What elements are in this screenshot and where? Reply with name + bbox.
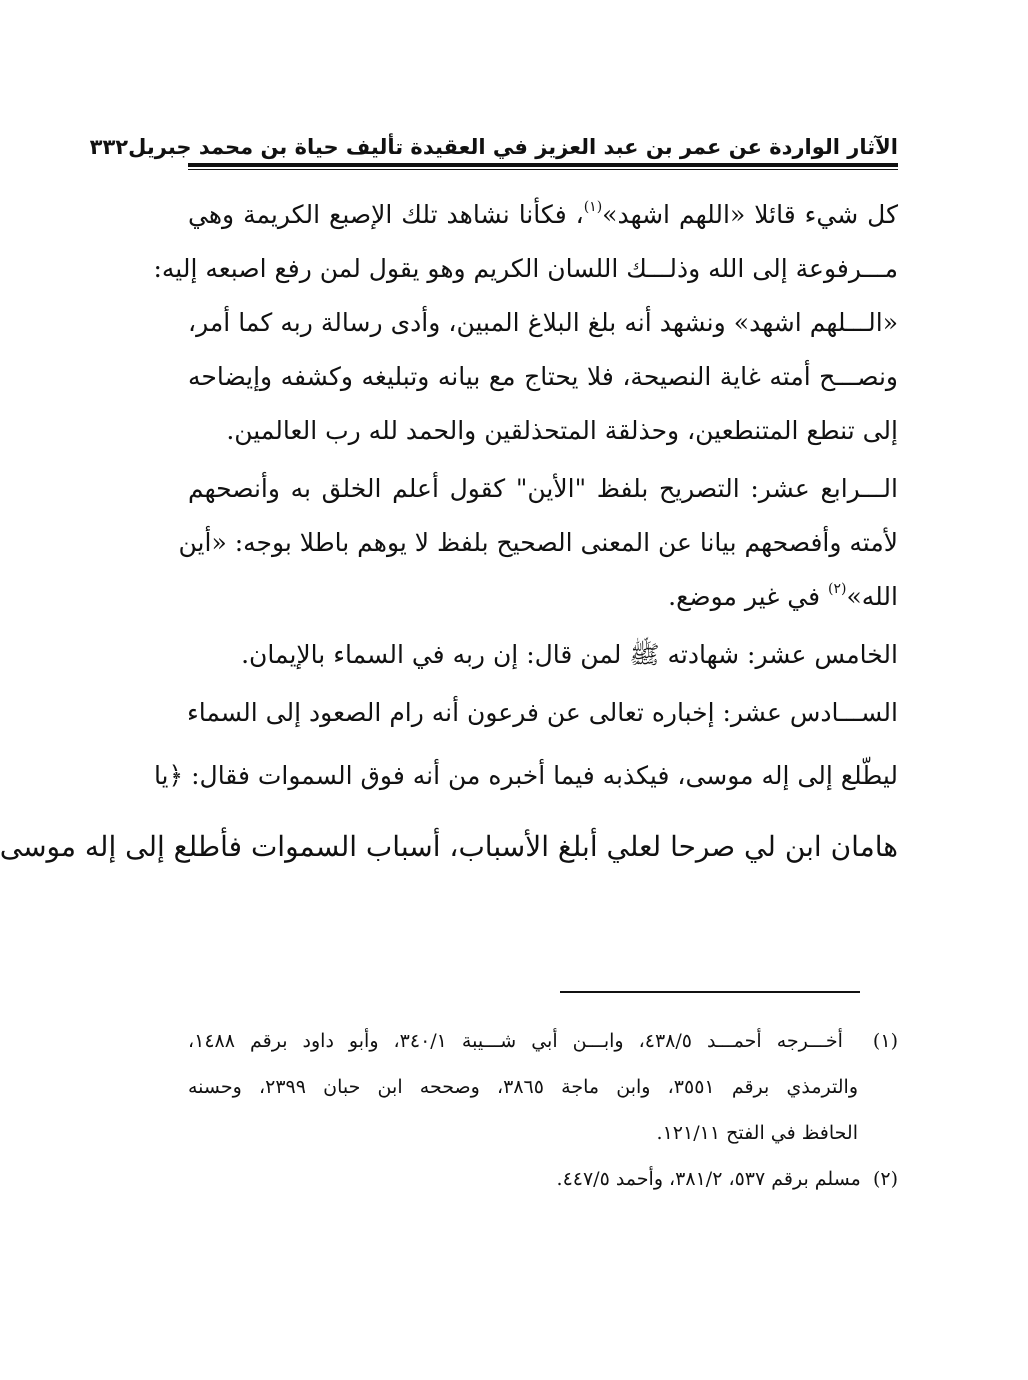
text-line: لأمته وأفصحهم بيانا عن المعنى الصحيح بلفظ لا يوهم باطلا بوجه: «أين: [178, 528, 898, 557]
footnote-line: [188, 1156, 898, 1202]
footnote-text: مسلم برقم ٥٣٧، ٣٨١/٢، وأحمد ٤٤٧/٥.: [556, 1168, 861, 1190]
header-rule-thick: [188, 163, 898, 167]
header-title: الآثار الواردة عن عمر بن عبد العزيز في العقيدة تأليف حياة بن محمد جبريل: [128, 135, 898, 159]
text-span: ، فكأنا نشاهد تلك الإصبع الكريمة وهي: [188, 200, 584, 229]
footnote-marker: (٢): [827, 581, 847, 597]
quran-verse-line: هامان ابن لي صرحا لعلي أبلغ الأسباب، أسباب السموات فأطلع إلى إله موسى: [0, 830, 898, 863]
footnote-line: [188, 1018, 898, 1064]
text-span: كل شيء قائلا «اللهم اشهد»: [602, 200, 898, 229]
footnotes: [188, 1018, 898, 1202]
main-text: [0, 188, 898, 882]
text-line: «الـــلهم اشهد» ونشهد أنه بلغ البلاغ المبين، وأدى رسالة ربه كما أمر،: [188, 308, 898, 337]
text-line: [188, 188, 898, 242]
footnote-line: الحافظ في الفتح ١٢١/١١.: [656, 1122, 858, 1144]
footnote-marker: (١): [583, 199, 603, 215]
text-line: ليطّلع إلى إله موسى، فيكذبه فيما أخبره من أنه فوق السموات فقال: ﴿يا: [153, 761, 898, 790]
text-line: مـــرفوعة إلى الله وذلـــك اللسان الكريم وهو يقول لمن رفع اصبعه إليه:: [153, 254, 898, 283]
footnote-separator: [560, 991, 860, 993]
text-line: إلى تنطع المتنطعين، وحذلقة المتحذلقين والحمد لله رب العالمين.: [226, 416, 898, 445]
text-line: الخامس عشر: شهادته ﷺ لمن قال: إن ربه في السماء بالإيمان.: [241, 640, 898, 669]
footnote-line: والترمذي برقم ٣٥٥١، وابن ماجة ٣٨٦٥، وصححه ابن حبان ٢٣٩٩، وحسنه: [188, 1076, 858, 1098]
text-line: الســـادس عشر: إخباره تعالى عن فرعون أنه رام الصعود إلى السماء: [187, 698, 898, 727]
text-line: الـــرابع عشر: التصريح بلفظ "الأين" كقول أعلم الخلق به وأنصحهم: [188, 474, 898, 503]
text-line: ونصـــح أمته غاية النصيحة، فلا يحتاج مع بيانه وتبليغه وكشفه وإيضاحه: [188, 362, 898, 391]
text-line: [188, 570, 898, 624]
running-header: [89, 125, 898, 161]
footnote-number: (٢): [872, 1168, 898, 1190]
page-number: ٣٣٢: [89, 135, 129, 159]
text-span: في غير موضع.: [668, 582, 821, 611]
footnote-text: أخـــرجه أحمـــد ٤٣٨/٥، وابـــن أبي شـــيبة ٣٤٠/١، وأبو داود برقم ١٤٨٨،: [188, 1030, 843, 1052]
footnote-number: (١): [872, 1030, 898, 1052]
header-rule-thin: [188, 169, 898, 170]
text-span: الله»: [846, 582, 898, 611]
